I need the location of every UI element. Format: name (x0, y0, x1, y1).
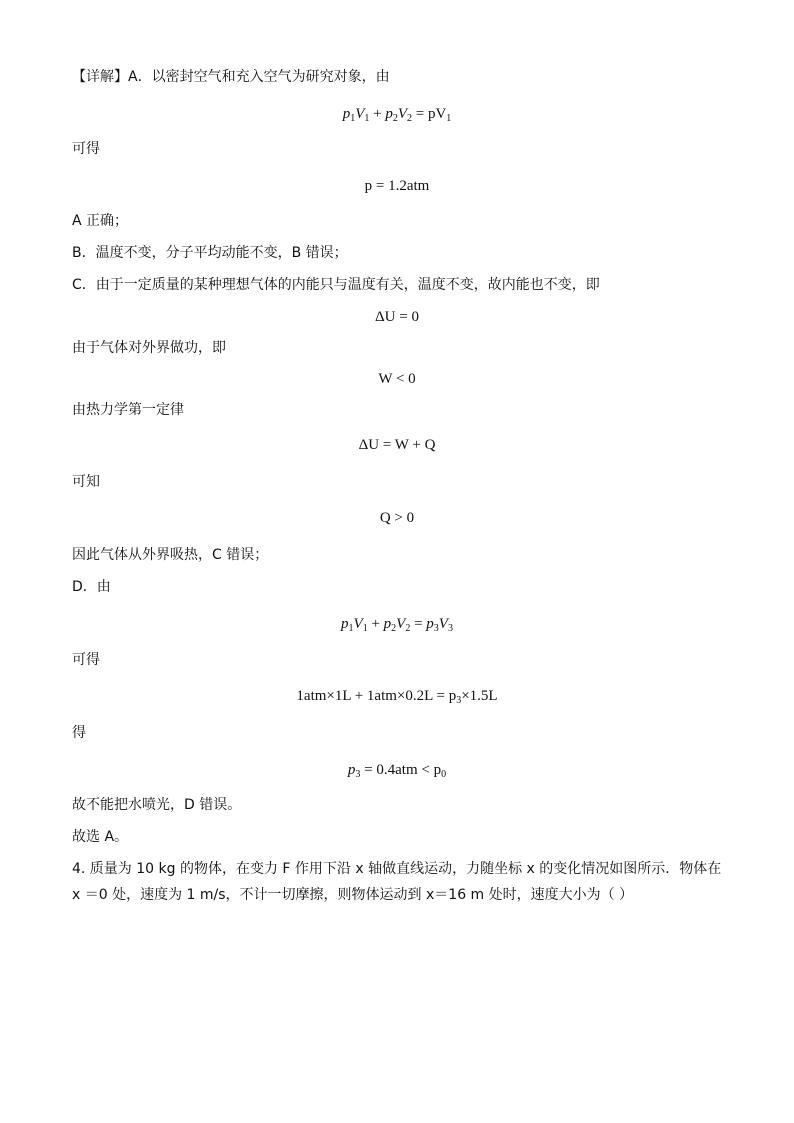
detail-bracket-label: 【详解】 (72, 69, 128, 85)
intro-line (72, 68, 390, 86)
equation-3: ΔU = 0 (375, 309, 419, 325)
d-conclusion-line: 故不能把水喷光，D 错误。 (72, 797, 242, 813)
equation-8: $1atm\times 1L + 1atm\times 0.2L = p_3\times 1.5L$ (296, 688, 498, 706)
a-correct-line: A 正确； (72, 213, 129, 229)
c-conclusion-line: 因此气体从外界吸热，C 错误； (72, 547, 269, 563)
c-line: C．由于一定质量的某种理想气体的内能只与温度有关，温度不变，故内能也不变，即 (72, 277, 600, 293)
kede-line-1: 可得 (72, 141, 100, 157)
equation-6: Q > 0 (379, 510, 415, 526)
equation-1: $p_1V_1 + p_2V_2 = pV_1$ (342, 106, 452, 124)
equation-9: $p_3 = 0.4atm < p_0$ (347, 762, 447, 780)
intro-text: A．以密封空气和充入空气为研究对象，由 (128, 69, 390, 85)
d-line: D．由 (72, 579, 111, 595)
de-line: 得 (72, 725, 86, 741)
equation-2: p = 1.2atm (364, 178, 430, 194)
first-law-line: 由热力学第一定律 (72, 402, 184, 418)
equation-4: W < 0 (378, 371, 416, 387)
question-4: 4. 质量为 10 kg 的物体，在变力 F 作用下沿 x 轴做直线运动，力随坐标 x 的变化情况如图所示．物体在 x ＝0 处，速度为 1 m/s，不计一切摩擦，则物体运动到 x＝16 m 处时，速度大小为（ ） (72, 861, 722, 903)
work-line: 由于气体对外界做功，即 (72, 340, 226, 356)
keji-line: 可知 (72, 474, 100, 490)
kede-line-2: 可得 (72, 652, 100, 668)
b-line: B．温度不变，分子平均动能不变，B 错误； (72, 245, 348, 261)
answer-line: 故选 A。 (72, 829, 129, 845)
equation-5: ΔU = W + Q (358, 437, 436, 453)
equation-7: $p_1V_1 + p_2V_2 = p_3V_3$ (341, 616, 453, 634)
